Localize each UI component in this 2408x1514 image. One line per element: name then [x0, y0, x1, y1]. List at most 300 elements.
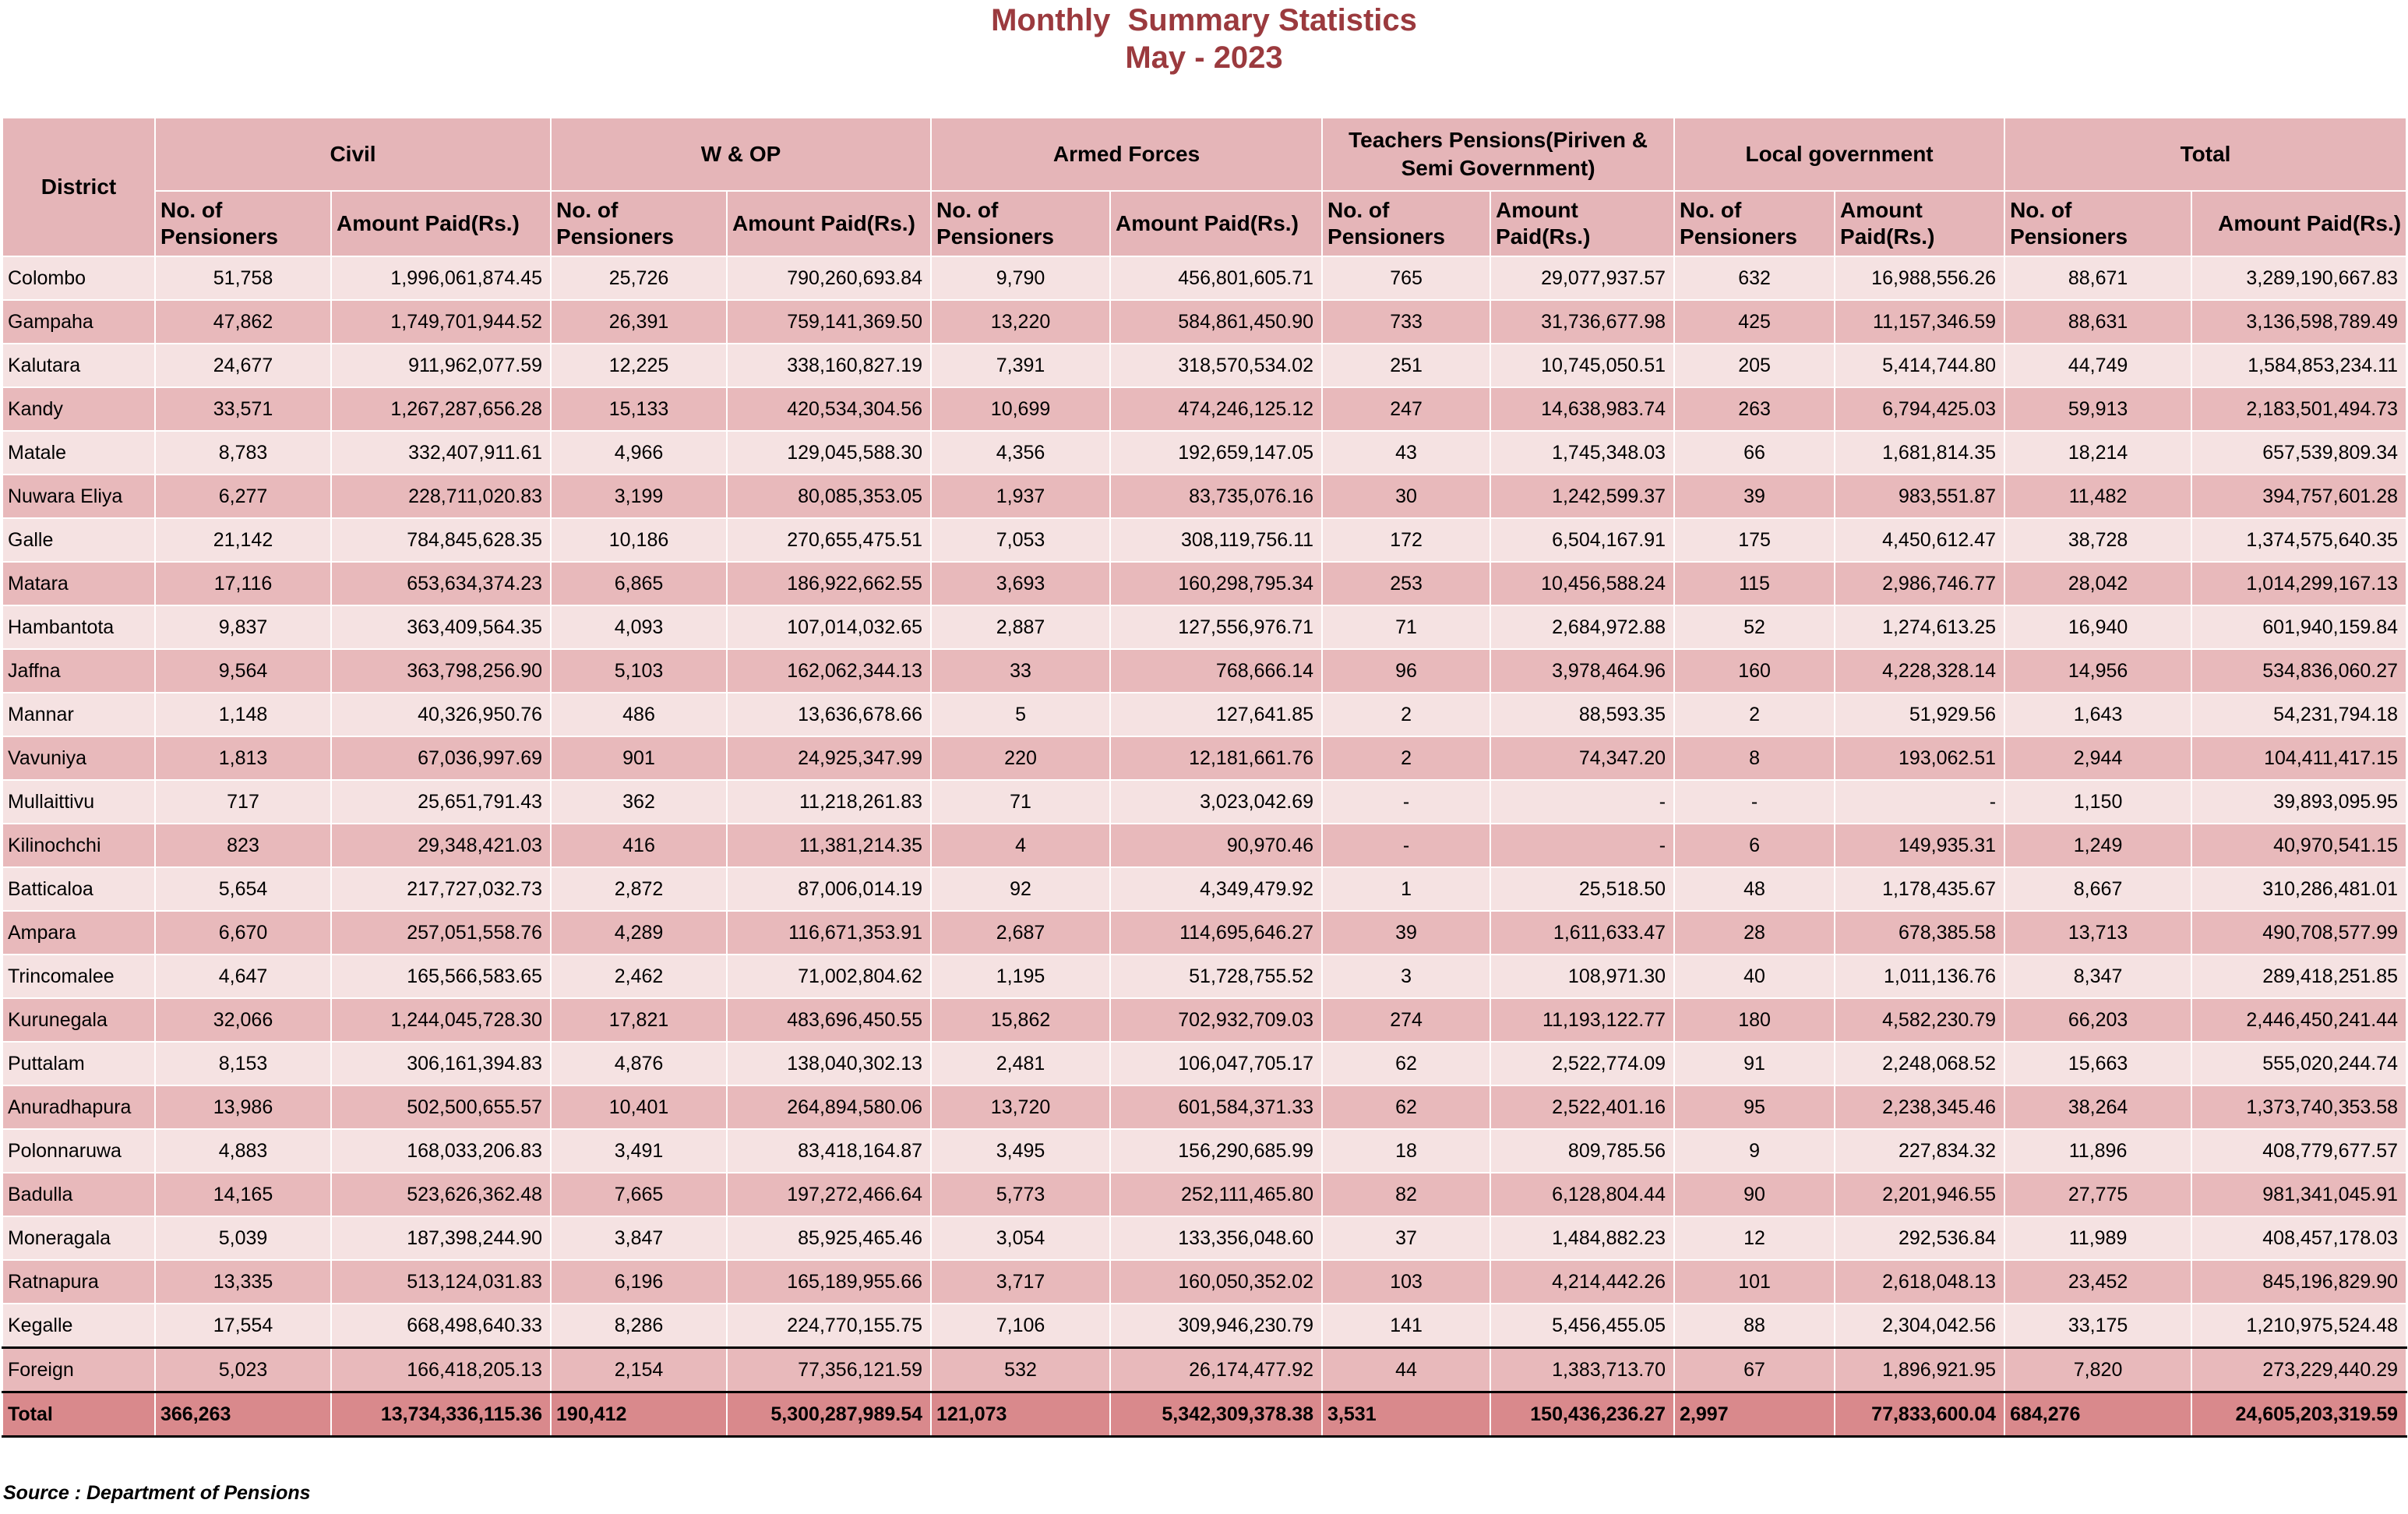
cell-teachers-pensioners: 3,531 [1322, 1392, 1490, 1437]
cell-total-pensioners: 684,276 [2004, 1392, 2191, 1437]
cell-local-pensioners: 9 [1674, 1129, 1835, 1173]
cell-total-amount: 54,231,794.18 [2191, 693, 2406, 736]
cell-wop-amount: 85,925,465.46 [727, 1216, 931, 1260]
cell-local-pensioners: 175 [1674, 518, 1835, 562]
cell-local-pensioners: 39 [1674, 475, 1835, 518]
cell-wop-amount: 24,925,347.99 [727, 736, 931, 780]
cell-teachers-pensioners: 43 [1322, 431, 1490, 475]
cell-local-amount: 1,011,136.76 [1835, 955, 2004, 998]
group-header-local-government: Local government [1674, 118, 2004, 191]
cell-teachers-amount: 1,611,633.47 [1490, 911, 1674, 955]
cell-wop-amount: 790,260,693.84 [727, 256, 931, 300]
cell-civil-amount: 363,798,256.90 [331, 649, 551, 693]
cell-local-pensioners: 40 [1674, 955, 1835, 998]
cell-armed-pensioners: 3,717 [931, 1260, 1110, 1304]
cell-wop-pensioners: 2,462 [551, 955, 727, 998]
cell-civil-amount: 784,845,628.35 [331, 518, 551, 562]
cell-teachers-pensioners: 44 [1322, 1348, 1490, 1392]
subheader-amount: Amount Paid(Rs.) [2191, 191, 2406, 256]
table-row [2, 955, 2406, 998]
cell-armed-amount: 5,342,309,378.38 [1110, 1392, 1322, 1437]
table-row [2, 1304, 2406, 1348]
cell-local-pensioners: 8 [1674, 736, 1835, 780]
cell-wop-amount: 80,085,353.05 [727, 475, 931, 518]
cell-total-amount: 3,289,190,667.83 [2191, 256, 2406, 300]
subheader-amount: Amount Paid(Rs.) [1835, 191, 2004, 256]
cell-district: Hambantota [2, 605, 155, 649]
cell-total-amount: 657,539,809.34 [2191, 431, 2406, 475]
cell-civil-pensioners: 9,564 [155, 649, 331, 693]
cell-armed-pensioners: 532 [931, 1348, 1110, 1392]
cell-teachers-pensioners: 247 [1322, 387, 1490, 431]
cell-wop-amount: 197,272,466.64 [727, 1173, 931, 1216]
cell-total-pensioners: 14,956 [2004, 649, 2191, 693]
cell-armed-amount: 456,801,605.71 [1110, 256, 1322, 300]
cell-local-amount: 678,385.58 [1835, 911, 2004, 955]
cell-wop-amount: 162,062,344.13 [727, 649, 931, 693]
cell-armed-amount: 156,290,685.99 [1110, 1129, 1322, 1173]
cell-district: Vavuniya [2, 736, 155, 780]
cell-local-pensioners: 180 [1674, 998, 1835, 1042]
cell-civil-amount: 668,498,640.33 [331, 1304, 551, 1348]
cell-total-pensioners: 23,452 [2004, 1260, 2191, 1304]
cell-total-amount: 3,136,598,789.49 [2191, 300, 2406, 344]
cell-armed-amount: 51,728,755.52 [1110, 955, 1322, 998]
cell-teachers-amount: 2,522,774.09 [1490, 1042, 1674, 1085]
cell-wop-amount: 264,894,580.06 [727, 1085, 931, 1129]
cell-local-pensioners: 2,997 [1674, 1392, 1835, 1437]
cell-local-amount: 227,834.32 [1835, 1129, 2004, 1173]
cell-district: Gampaha [2, 300, 155, 344]
cell-wop-pensioners: 3,199 [551, 475, 727, 518]
cell-local-amount: 983,551.87 [1835, 475, 2004, 518]
cell-wop-pensioners: 6,865 [551, 562, 727, 605]
cell-armed-amount: 318,570,534.02 [1110, 344, 1322, 387]
cell-total-amount: 1,014,299,167.13 [2191, 562, 2406, 605]
cell-wop-pensioners: 26,391 [551, 300, 727, 344]
cell-armed-pensioners: 2,687 [931, 911, 1110, 955]
cell-civil-amount: 1,996,061,874.45 [331, 256, 551, 300]
cell-armed-pensioners: 5,773 [931, 1173, 1110, 1216]
cell-teachers-pensioners: 39 [1322, 911, 1490, 955]
cell-local-amount: 2,986,746.77 [1835, 562, 2004, 605]
table-row [2, 475, 2406, 518]
cell-civil-pensioners: 4,647 [155, 955, 331, 998]
cell-armed-amount: 160,298,795.34 [1110, 562, 1322, 605]
cell-teachers-amount: 5,456,455.05 [1490, 1304, 1674, 1348]
cell-district: Kurunegala [2, 998, 155, 1042]
cell-teachers-pensioners: 141 [1322, 1304, 1490, 1348]
cell-district: Mullaittivu [2, 780, 155, 824]
cell-armed-pensioners: 4,356 [931, 431, 1110, 475]
cell-local-pensioners: 28 [1674, 911, 1835, 955]
cell-armed-amount: 83,735,076.16 [1110, 475, 1322, 518]
cell-local-amount: 16,988,556.26 [1835, 256, 2004, 300]
cell-teachers-amount: 88,593.35 [1490, 693, 1674, 736]
cell-total-pensioners: 2,944 [2004, 736, 2191, 780]
table-row [2, 1085, 2406, 1129]
summary-table [2, 117, 2407, 1438]
cell-civil-amount: 228,711,020.83 [331, 475, 551, 518]
cell-district: Kalutara [2, 344, 155, 387]
cell-total-amount: 981,341,045.91 [2191, 1173, 2406, 1216]
cell-wop-amount: 83,418,164.87 [727, 1129, 931, 1173]
cell-armed-pensioners: 3,495 [931, 1129, 1110, 1173]
table-row [2, 1173, 2406, 1216]
subheader-amount: Amount Paid(Rs.) [1110, 191, 1322, 256]
cell-armed-pensioners: 7,391 [931, 344, 1110, 387]
cell-total-amount: 310,286,481.01 [2191, 867, 2406, 911]
cell-district: Foreign [2, 1348, 155, 1392]
source-note: Source : Department of Pensions [3, 1482, 311, 1504]
cell-armed-amount: 702,932,709.03 [1110, 998, 1322, 1042]
cell-armed-amount: 90,970.46 [1110, 824, 1322, 867]
cell-civil-pensioners: 9,837 [155, 605, 331, 649]
cell-teachers-amount: - [1490, 780, 1674, 824]
cell-total-amount: 394,757,601.28 [2191, 475, 2406, 518]
cell-total-pensioners: 27,775 [2004, 1173, 2191, 1216]
cell-teachers-pensioners: 82 [1322, 1173, 1490, 1216]
cell-civil-amount: 168,033,206.83 [331, 1129, 551, 1173]
cell-civil-pensioners: 717 [155, 780, 331, 824]
cell-teachers-pensioners: 1 [1322, 867, 1490, 911]
cell-civil-pensioners: 8,153 [155, 1042, 331, 1085]
cell-wop-amount: 186,922,662.55 [727, 562, 931, 605]
table-row [2, 562, 2406, 605]
cell-total-pensioners: 7,820 [2004, 1348, 2191, 1392]
cell-total-pensioners: 44,749 [2004, 344, 2191, 387]
subheader-amount: Amount Paid(Rs.) [331, 191, 551, 256]
table-row [2, 1042, 2406, 1085]
cell-wop-pensioners: 5,103 [551, 649, 727, 693]
cell-total-amount: 1,210,975,524.48 [2191, 1304, 2406, 1348]
cell-teachers-amount: 11,193,122.77 [1490, 998, 1674, 1042]
group-header-wop: W & OP [551, 118, 931, 191]
cell-teachers-pensioners: 30 [1322, 475, 1490, 518]
cell-local-amount: 1,274,613.25 [1835, 605, 2004, 649]
cell-civil-amount: 187,398,244.90 [331, 1216, 551, 1260]
cell-civil-amount: 513,124,031.83 [331, 1260, 551, 1304]
cell-wop-amount: 11,218,261.83 [727, 780, 931, 824]
cell-district: Polonnaruwa [2, 1129, 155, 1173]
group-header-total: Total [2004, 118, 2406, 191]
cell-total-pensioners: 8,347 [2004, 955, 2191, 998]
cell-teachers-pensioners: - [1322, 780, 1490, 824]
cell-total-pensioners: 1,643 [2004, 693, 2191, 736]
cell-local-pensioners: 48 [1674, 867, 1835, 911]
table-body [2, 256, 2406, 1437]
cell-wop-pensioners: 15,133 [551, 387, 727, 431]
table-row [2, 693, 2406, 736]
cell-teachers-pensioners: 3 [1322, 955, 1490, 998]
cell-district: Trincomalee [2, 955, 155, 998]
cell-total-pensioners: 88,631 [2004, 300, 2191, 344]
cell-armed-amount: 4,349,479.92 [1110, 867, 1322, 911]
cell-wop-pensioners: 901 [551, 736, 727, 780]
cell-armed-amount: 106,047,705.17 [1110, 1042, 1322, 1085]
cell-district: Colombo [2, 256, 155, 300]
cell-wop-pensioners: 7,665 [551, 1173, 727, 1216]
cell-teachers-pensioners: 2 [1322, 693, 1490, 736]
cell-armed-amount: 192,659,147.05 [1110, 431, 1322, 475]
subheader-amount: Amount Paid(Rs.) [727, 191, 931, 256]
cell-teachers-amount: 6,128,804.44 [1490, 1173, 1674, 1216]
table-row [2, 518, 2406, 562]
cell-wop-amount: 129,045,588.30 [727, 431, 931, 475]
cell-district: Ratnapura [2, 1260, 155, 1304]
cell-civil-amount: 13,734,336,115.36 [331, 1392, 551, 1437]
table-row [2, 387, 2406, 431]
cell-armed-amount: 252,111,465.80 [1110, 1173, 1322, 1216]
cell-teachers-amount: 6,504,167.91 [1490, 518, 1674, 562]
cell-local-amount: - [1835, 780, 2004, 824]
cell-total-amount: 39,893,095.95 [2191, 780, 2406, 824]
cell-teachers-amount: 108,971.30 [1490, 955, 1674, 998]
cell-local-amount: 2,238,345.46 [1835, 1085, 2004, 1129]
subheader-pensioners: No. of Pensioners [2004, 191, 2191, 256]
cell-armed-pensioners: 10,699 [931, 387, 1110, 431]
cell-wop-pensioners: 25,726 [551, 256, 727, 300]
cell-civil-amount: 217,727,032.73 [331, 867, 551, 911]
cell-teachers-pensioners: 253 [1322, 562, 1490, 605]
cell-wop-pensioners: 4,289 [551, 911, 727, 955]
cell-armed-pensioners: 2,887 [931, 605, 1110, 649]
cell-total-pensioners: 13,713 [2004, 911, 2191, 955]
cell-teachers-amount: 809,785.56 [1490, 1129, 1674, 1173]
cell-wop-pensioners: 3,847 [551, 1216, 727, 1260]
cell-district: Puttalam [2, 1042, 155, 1085]
cell-wop-pensioners: 2,872 [551, 867, 727, 911]
total-row [2, 1392, 2406, 1437]
cell-civil-amount: 306,161,394.83 [331, 1042, 551, 1085]
cell-total-pensioners: 18,214 [2004, 431, 2191, 475]
cell-local-amount: 4,582,230.79 [1835, 998, 2004, 1042]
cell-total-pensioners: 33,175 [2004, 1304, 2191, 1348]
cell-civil-pensioners: 47,862 [155, 300, 331, 344]
cell-armed-amount: 133,356,048.60 [1110, 1216, 1322, 1260]
cell-civil-amount: 523,626,362.48 [331, 1173, 551, 1216]
cell-local-pensioners: 115 [1674, 562, 1835, 605]
cell-total-amount: 534,836,060.27 [2191, 649, 2406, 693]
cell-wop-pensioners: 416 [551, 824, 727, 867]
cell-teachers-pensioners: 274 [1322, 998, 1490, 1042]
cell-armed-pensioners: 7,106 [931, 1304, 1110, 1348]
cell-civil-pensioners: 366,263 [155, 1392, 331, 1437]
subheader-pensioners: No. of Pensioners [1322, 191, 1490, 256]
cell-district: Mannar [2, 693, 155, 736]
cell-district: Ampara [2, 911, 155, 955]
cell-civil-amount: 165,566,583.65 [331, 955, 551, 998]
cell-local-amount: 5,414,744.80 [1835, 344, 2004, 387]
cell-total-amount: 289,418,251.85 [2191, 955, 2406, 998]
cell-teachers-amount: 10,745,050.51 [1490, 344, 1674, 387]
cell-local-pensioners: 425 [1674, 300, 1835, 344]
cell-total-pensioners: 11,482 [2004, 475, 2191, 518]
table-row [2, 998, 2406, 1042]
cell-teachers-pensioners: 103 [1322, 1260, 1490, 1304]
cell-armed-pensioners: 2,481 [931, 1042, 1110, 1085]
table-row [2, 344, 2406, 387]
table-row [2, 780, 2406, 824]
cell-wop-amount: 270,655,475.51 [727, 518, 931, 562]
cell-total-pensioners: 16,940 [2004, 605, 2191, 649]
cell-district: Badulla [2, 1173, 155, 1216]
cell-wop-amount: 87,006,014.19 [727, 867, 931, 911]
cell-district: Nuwara Eliya [2, 475, 155, 518]
cell-total-amount: 490,708,577.99 [2191, 911, 2406, 955]
cell-teachers-pensioners: - [1322, 824, 1490, 867]
cell-teachers-amount: 1,383,713.70 [1490, 1348, 1674, 1392]
cell-district: Anuradhapura [2, 1085, 155, 1129]
table-row [2, 431, 2406, 475]
cell-local-pensioners: 66 [1674, 431, 1835, 475]
cell-teachers-pensioners: 37 [1322, 1216, 1490, 1260]
cell-civil-pensioners: 33,571 [155, 387, 331, 431]
cell-total-pensioners: 28,042 [2004, 562, 2191, 605]
cell-teachers-amount: 1,242,599.37 [1490, 475, 1674, 518]
page-title: Monthly Summary Statistics [991, 3, 1417, 37]
cell-local-amount: 2,618,048.13 [1835, 1260, 2004, 1304]
cell-teachers-pensioners: 18 [1322, 1129, 1490, 1173]
cell-total-amount: 2,446,450,241.44 [2191, 998, 2406, 1042]
cell-teachers-pensioners: 62 [1322, 1085, 1490, 1129]
cell-armed-amount: 768,666.14 [1110, 649, 1322, 693]
cell-total-pensioners: 38,728 [2004, 518, 2191, 562]
cell-teachers-amount: 3,978,464.96 [1490, 649, 1674, 693]
cell-total-amount: 408,779,677.57 [2191, 1129, 2406, 1173]
cell-wop-amount: 116,671,353.91 [727, 911, 931, 955]
cell-civil-amount: 911,962,077.59 [331, 344, 551, 387]
cell-total-amount: 408,457,178.03 [2191, 1216, 2406, 1260]
cell-wop-amount: 11,381,214.35 [727, 824, 931, 867]
cell-teachers-pensioners: 2 [1322, 736, 1490, 780]
group-header-teachers: Teachers Pensions(Piriven & Semi Government) [1322, 118, 1674, 191]
cell-teachers-amount: 2,684,972.88 [1490, 605, 1674, 649]
table-row [2, 256, 2406, 300]
cell-civil-amount: 257,051,558.76 [331, 911, 551, 955]
cell-armed-amount: 584,861,450.90 [1110, 300, 1322, 344]
cell-teachers-pensioners: 71 [1322, 605, 1490, 649]
cell-local-pensioners: 6 [1674, 824, 1835, 867]
cell-armed-amount: 474,246,125.12 [1110, 387, 1322, 431]
cell-wop-pensioners: 2,154 [551, 1348, 727, 1392]
cell-armed-pensioners: 3,054 [931, 1216, 1110, 1260]
cell-civil-pensioners: 5,039 [155, 1216, 331, 1260]
page-subtitle: May - 2023 [1125, 41, 1283, 75]
cell-wop-amount: 77,356,121.59 [727, 1348, 931, 1392]
cell-armed-amount: 308,119,756.11 [1110, 518, 1322, 562]
cell-total-pensioners: 8,667 [2004, 867, 2191, 911]
cell-civil-pensioners: 21,142 [155, 518, 331, 562]
cell-local-amount: 2,201,946.55 [1835, 1173, 2004, 1216]
cell-armed-pensioners: 13,220 [931, 300, 1110, 344]
cell-civil-amount: 1,244,045,728.30 [331, 998, 551, 1042]
cell-district: Matale [2, 431, 155, 475]
cell-armed-amount: 601,584,371.33 [1110, 1085, 1322, 1129]
cell-local-pensioners: 91 [1674, 1042, 1835, 1085]
cell-civil-pensioners: 5,023 [155, 1348, 331, 1392]
cell-total-pensioners: 15,663 [2004, 1042, 2191, 1085]
cell-total-pensioners: 1,150 [2004, 780, 2191, 824]
cell-wop-pensioners: 10,401 [551, 1085, 727, 1129]
cell-teachers-amount: 1,484,882.23 [1490, 1216, 1674, 1260]
table-row [2, 605, 2406, 649]
cell-district: Galle [2, 518, 155, 562]
cell-district: Jaffna [2, 649, 155, 693]
cell-wop-amount: 71,002,804.62 [727, 955, 931, 998]
cell-total-pensioners: 11,989 [2004, 1216, 2191, 1260]
cell-total-amount: 601,940,159.84 [2191, 605, 2406, 649]
cell-wop-pensioners: 17,821 [551, 998, 727, 1042]
cell-district: Matara [2, 562, 155, 605]
table-row [2, 300, 2406, 344]
cell-wop-amount: 420,534,304.56 [727, 387, 931, 431]
cell-armed-pensioners: 13,720 [931, 1085, 1110, 1129]
cell-armed-pensioners: 15,862 [931, 998, 1110, 1042]
cell-armed-pensioners: 1,195 [931, 955, 1110, 998]
cell-district: Kilinochchi [2, 824, 155, 867]
cell-wop-amount: 224,770,155.75 [727, 1304, 931, 1348]
cell-civil-amount: 25,651,791.43 [331, 780, 551, 824]
cell-total-amount: 104,411,417.15 [2191, 736, 2406, 780]
cell-local-pensioners: 90 [1674, 1173, 1835, 1216]
cell-local-amount: 51,929.56 [1835, 693, 2004, 736]
table-row [2, 1129, 2406, 1173]
cell-teachers-pensioners: 765 [1322, 256, 1490, 300]
cell-local-amount: 292,536.84 [1835, 1216, 2004, 1260]
cell-wop-pensioners: 10,186 [551, 518, 727, 562]
cell-teachers-pensioners: 96 [1322, 649, 1490, 693]
table-row [2, 867, 2406, 911]
cell-armed-amount: 127,556,976.71 [1110, 605, 1322, 649]
cell-wop-pensioners: 4,966 [551, 431, 727, 475]
cell-armed-amount: 26,174,477.92 [1110, 1348, 1322, 1392]
cell-total-amount: 1,374,575,640.35 [2191, 518, 2406, 562]
table-row [2, 1216, 2406, 1260]
cell-wop-pensioners: 8,286 [551, 1304, 727, 1348]
cell-total-pensioners: 1,249 [2004, 824, 2191, 867]
cell-wop-amount: 5,300,287,989.54 [727, 1392, 931, 1437]
cell-civil-pensioners: 1,813 [155, 736, 331, 780]
cell-local-amount: 2,304,042.56 [1835, 1304, 2004, 1348]
cell-teachers-pensioners: 62 [1322, 1042, 1490, 1085]
cell-district: Kandy [2, 387, 155, 431]
cell-civil-pensioners: 5,654 [155, 867, 331, 911]
cell-civil-pensioners: 24,677 [155, 344, 331, 387]
cell-wop-pensioners: 4,876 [551, 1042, 727, 1085]
group-header-civil: Civil [155, 118, 551, 191]
cell-teachers-amount: 14,638,983.74 [1490, 387, 1674, 431]
cell-civil-amount: 166,418,205.13 [331, 1348, 551, 1392]
cell-civil-pensioners: 17,116 [155, 562, 331, 605]
cell-teachers-amount: 4,214,442.26 [1490, 1260, 1674, 1304]
cell-wop-amount: 483,696,450.55 [727, 998, 931, 1042]
cell-civil-amount: 67,036,997.69 [331, 736, 551, 780]
cell-wop-amount: 138,040,302.13 [727, 1042, 931, 1085]
cell-total-pensioners: 88,671 [2004, 256, 2191, 300]
cell-armed-pensioners: 7,053 [931, 518, 1110, 562]
cell-wop-pensioners: 486 [551, 693, 727, 736]
cell-local-amount: 1,681,814.35 [1835, 431, 2004, 475]
cell-total-amount: 40,970,541.15 [2191, 824, 2406, 867]
cell-teachers-amount: 25,518.50 [1490, 867, 1674, 911]
cell-civil-amount: 1,267,287,656.28 [331, 387, 551, 431]
cell-total-amount: 1,584,853,234.11 [2191, 344, 2406, 387]
cell-local-pensioners: 52 [1674, 605, 1835, 649]
subheader-amount: Amount Paid(Rs.) [1490, 191, 1674, 256]
cell-local-pensioners: 205 [1674, 344, 1835, 387]
cell-district: Kegalle [2, 1304, 155, 1348]
